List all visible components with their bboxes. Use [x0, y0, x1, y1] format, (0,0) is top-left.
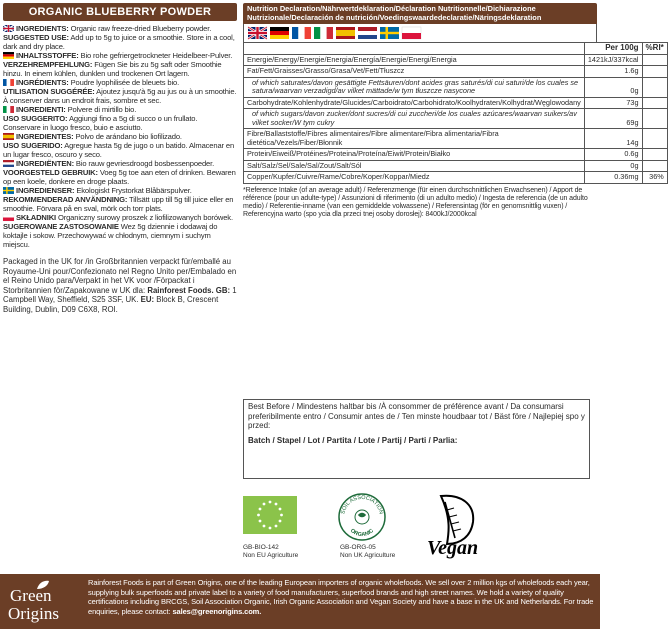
best-before-box	[243, 399, 590, 479]
nutrient-ri	[642, 160, 667, 172]
footer-bar	[0, 574, 600, 629]
soil-code: GB-ORG-05	[340, 544, 376, 551]
nutrient-ri	[642, 97, 667, 109]
ingredient-line	[3, 78, 237, 87]
line-label: UTILISATION SUGGÉRÉE:	[3, 87, 95, 96]
line-label: USO SUGERIDO:	[3, 141, 63, 150]
spain-flag-icon	[336, 27, 355, 39]
france-flag-icon	[3, 79, 14, 86]
ingredient-line	[3, 159, 237, 168]
line-label: VERZEHREMPFEHLUNG:	[3, 60, 93, 69]
eu-label: EU:	[140, 295, 155, 304]
line-text: Wez 5g dziennie i dodawaj do koktajle i sokow. Przechowywać w chłodnym, ciemnym i suchym miejscu.	[3, 222, 218, 249]
germany-flag-icon	[3, 52, 14, 59]
nutrient-ri	[642, 149, 667, 161]
line-label: INGREDIENTS:	[16, 24, 69, 33]
vegan-logo-icon	[421, 492, 491, 558]
nutrient-value: 1421kJ/337kcal	[584, 54, 642, 66]
ingredient-line	[3, 195, 237, 213]
nutrient-label: Carbohydrate/Kohlenhydrate/Glucides/Carboidrato/Carbohidrato/Koolhydraten/Kolhydrat/Węglowodany	[244, 97, 585, 109]
line-text: Organiczny surowy proszek z liofilizowanych borówek.	[56, 213, 233, 222]
line-text: Ajoutez jusqu'à 5g au jus ou à un smoothie. À conserver dans un endroit frais, sombre et sec.	[3, 87, 237, 105]
nutrient-label: Energie/Energy/Energie/Energia/Energía/Energie/Energi/Energia	[244, 54, 585, 66]
nutrient-label: Fat/Fett/Graisses/Grasso/Grasa/Vet/Fett/Tłuszcz	[244, 66, 585, 78]
reference-intake-note: *Reference Intake (of an average adult) / Referenzmenge (für einen durchschnittlichen Erwachsenen) / Apport de référence (pour un adulte-type) / Assunzioni di riferimento (di un adulto medio) / Ingesta de referencia (de un adulto medio) / Referentie-inname (van een gemiddelde volwassene) / Referensintag (för en genomsnittlig vuxen) / Referencyjna warto (spo ycia dla przeci tnej osoby dorosłej): 8400kJ/2000kcal	[243, 186, 588, 219]
nutrient-value: 1.6g	[584, 66, 642, 78]
germany-flag-icon	[270, 27, 289, 39]
green-origins-logo	[6, 580, 76, 624]
sweden-flag-icon	[3, 187, 14, 194]
soil-agriculture: Non UK Agriculture	[340, 552, 396, 559]
per-100g-header: Per 100g	[584, 43, 642, 55]
certification-logos	[243, 492, 543, 568]
line-text: Bio rohe gefriergetrockneter Heidelbeer-Pulver.	[78, 51, 233, 60]
uk-flag-icon	[248, 27, 267, 39]
soil-association-icon	[337, 492, 387, 542]
line-text: Ekologiskt Frystorkat Blåbärspulver.	[74, 186, 192, 195]
italy-flag-icon	[314, 27, 333, 39]
nutrition-row	[244, 160, 668, 172]
nutrient-value: 14g	[584, 129, 642, 149]
line-text: Fügen Sie bis zu 5g saft oder Smoothie hinzu. In einem kühlen, dunklen und trockenen Ort lagern.	[3, 60, 222, 78]
ingredient-line	[3, 141, 237, 159]
line-text: Polvo de arándano bio liofilizado.	[73, 132, 182, 141]
nutrient-value: 73g	[584, 97, 642, 109]
brand-word-1: Green	[10, 586, 52, 605]
nutrient-label: Salt/Salz/Sel/Sale/Sal/Zout/Salt/Sól	[244, 160, 585, 172]
nutrition-row	[244, 172, 668, 184]
line-text: Bio rauw gevriesdroogd bosbessenpoeder.	[73, 159, 215, 168]
line-label: INGREDIENSER:	[16, 186, 75, 195]
nutrition-row	[244, 129, 668, 149]
nutrition-row	[244, 66, 668, 78]
poland-flag-icon	[3, 214, 14, 221]
header-blank-cell	[244, 43, 585, 55]
brand-word-2: Origins	[8, 604, 59, 623]
nutrient-value: 69g	[584, 109, 642, 129]
poland-flag-icon	[402, 27, 421, 39]
nutrient-ri	[642, 77, 667, 97]
nutrient-value: 0.36mg	[584, 172, 642, 184]
ingredient-line	[3, 186, 237, 195]
eu-organic-leaf-icon	[243, 496, 297, 534]
netherlands-flag-icon	[358, 27, 377, 39]
ri-header: %RI*	[642, 43, 667, 55]
sweden-flag-icon	[380, 27, 399, 39]
ingredient-line	[3, 24, 237, 33]
best-before-text: Best Before / Mindestens haltbar bis /À consommer de préférence avant / Da consumarsi preferibilmente entro / Consumir antes de / Ten minste houdbaar tot / Bäst före / Najlepiej spo y przed:	[248, 402, 585, 430]
soil-logo-bottom-text: ORGANIC	[348, 527, 376, 539]
line-text: Agregue hasta 5g de jugo o un batido. Almacenar en un lugar fresco, oscuro y seco.	[3, 141, 235, 159]
line-label: SUGEROWANE ZASTOSOWANIE	[3, 222, 119, 231]
line-text: Voeg 5g toe aan eten of drinken. Bewaren op een koele, donkere en droge plaats.	[3, 168, 236, 186]
nutrition-row	[244, 54, 668, 66]
nutrition-header-row	[244, 43, 668, 55]
nutrient-value: 0.6g	[584, 149, 642, 161]
nutrition-table	[243, 42, 668, 184]
italy-flag-icon	[3, 106, 14, 113]
nutrition-panel	[243, 3, 664, 220]
ingredient-line	[3, 132, 237, 141]
eu-agriculture: Non EU Agriculture	[243, 552, 299, 559]
line-label: INHALTSSTOFFE:	[16, 51, 79, 60]
packaging-info	[3, 257, 237, 314]
packaging-text: Packaged in the UK for /in Großbritannien verpackt für/emballé au Royaume-Uni pour/Confezionato nel Regno Unito per/Embalado en el Reino Unido para/Verpakt in het VK voor /Förpackat i Storbritannien för/Zapakowane w UK dla:	[3, 257, 237, 295]
ingredient-line	[3, 87, 237, 105]
nutrient-ri: 36%	[642, 172, 667, 184]
ingredient-line	[3, 168, 237, 186]
nutrient-value: 0g	[584, 77, 642, 97]
ingredients-column	[3, 3, 237, 314]
company-name: Rainforest Foods. GB:	[147, 285, 231, 295]
nutrient-label: of which saturates/davon gesättigte Fettsäuren/dont acides gras saturés/di cui saturi/de los cuales se satura/waarvan verzadigd/av vilket mättade/w tym tłuszcze nasycone	[244, 77, 585, 97]
ingredient-line	[3, 60, 237, 78]
eu-code: GB-BIO-142	[243, 544, 279, 551]
nutrient-label: Protein/Eiweiß/Protéines/Proteina/Proteína/Eiwit/Protein/Białko	[244, 149, 585, 161]
flag-row	[243, 24, 597, 42]
vegan-logo-text: Vegan	[427, 537, 479, 559]
line-text: Tillsätt upp till 5g till juice eller en smoothie. Förvara på en sval, mörk och torr plats.	[3, 195, 234, 213]
line-text: Organic raw freeze-dried Blueberry powder.	[68, 24, 212, 33]
soil-logo-top-text: SOIL ASSOCIATION	[340, 494, 384, 515]
uk-flag-icon	[3, 25, 14, 32]
nutrition-row	[244, 149, 668, 161]
netherlands-flag-icon	[3, 160, 14, 167]
line-text: Poudre lyophilisée de bleuets bio.	[68, 78, 180, 87]
ingredient-line	[3, 105, 237, 114]
nutrient-ri	[642, 54, 667, 66]
nutrient-ri	[642, 66, 667, 78]
line-label: SUGGESTED USE:	[3, 33, 69, 42]
nutrient-ri	[642, 129, 667, 149]
product-title: ORGANIC BLUEBERRY POWDER	[3, 3, 237, 21]
line-label: INGRÉDIENTS:	[16, 78, 69, 87]
line-label: SKŁADNIKI	[16, 213, 56, 222]
nutrient-value: 0g	[584, 160, 642, 172]
company-address: 1 Campbell Way, Sheffield, S25 3SF, UK.	[3, 285, 237, 304]
line-label: INGREDIENTES:	[16, 132, 74, 141]
line-text: Add up to 5g to juice or a smoothie. Store in a cool, dark and dry place.	[3, 33, 235, 51]
batch-text: Batch / Stapel / Lot / Partita / Lote / Partij / Parti / Parlia:	[248, 435, 458, 445]
ingredients-list	[3, 24, 237, 249]
nutrient-label: of which sugars/davon zucker/dont sucres/di cui zuccheri/de los cuales azúcares/waarvan suikers/av vilket socker/W tym cukry	[244, 109, 585, 129]
line-label: INGREDIËNTEN:	[16, 159, 74, 168]
line-text: Polvere di mirtillo bio.	[65, 105, 137, 114]
line-label: REKOMMENDERAD ANVÄNDNING:	[3, 195, 128, 204]
spain-flag-icon	[3, 133, 14, 140]
line-text: Aggiungi fino a 5g di succo o un frullato. Conservare in luogo fresco, buio e asciutto.	[3, 114, 198, 132]
ingredient-line	[3, 33, 237, 51]
nutrition-row	[244, 97, 668, 109]
nutrient-ri	[642, 109, 667, 129]
line-label: VOORGESTELD GEBRUIK:	[3, 168, 98, 177]
footer-description: Rainforest Foods is part of Green Origins, one of the leading European importers of organic wholefoods. We sell over 2 million kgs of wholefoods each year, supplying bulk superfoods and private label to a variety of food manufacturers, superfood brands and high street names. We hold a variety of quality certifications including BRCGS, Soil Association Organic, Irish Organic Association and Vegan Society and have a base in the UK and Netherlands. For trade enquiries, please contact:	[88, 578, 594, 616]
line-label: USO SUGGERITO:	[3, 114, 68, 123]
line-label: INGREDIENTI:	[16, 105, 66, 114]
nutrition-header: Nutrition Declaration/Nährwertdeklaration/Déclaration Nutritionnelle/Dichiarazione Nutrizionale/Declaración de nutrición/Voedingswaardedeclaratie/Näringsdeklaration	[243, 3, 597, 24]
ingredient-line	[3, 51, 237, 60]
nutrition-row	[244, 109, 668, 129]
france-flag-icon	[292, 27, 311, 39]
eu-address: Block B, Crescent Building, Dublin, D09 C6X8, ROI.	[3, 295, 219, 314]
ingredient-line	[3, 114, 237, 132]
nutrition-row	[244, 77, 668, 97]
nutrient-label: Copper/Kupfer/Cuivre/Rame/Cobre/Koper/Koppar/Miedz	[244, 172, 585, 184]
ingredient-line	[3, 213, 237, 222]
nutrient-label: Fibre/Ballaststoffe/Fibres alimentaires/Fibre alimentare/Fibra alimentaria/Fibra dietética/Vezels/Fiber/Błonnik	[244, 129, 585, 149]
footer-text	[88, 578, 594, 616]
contact-email[interactable]: sales@greenorigins.com.	[172, 606, 262, 616]
ingredient-line	[3, 222, 237, 249]
